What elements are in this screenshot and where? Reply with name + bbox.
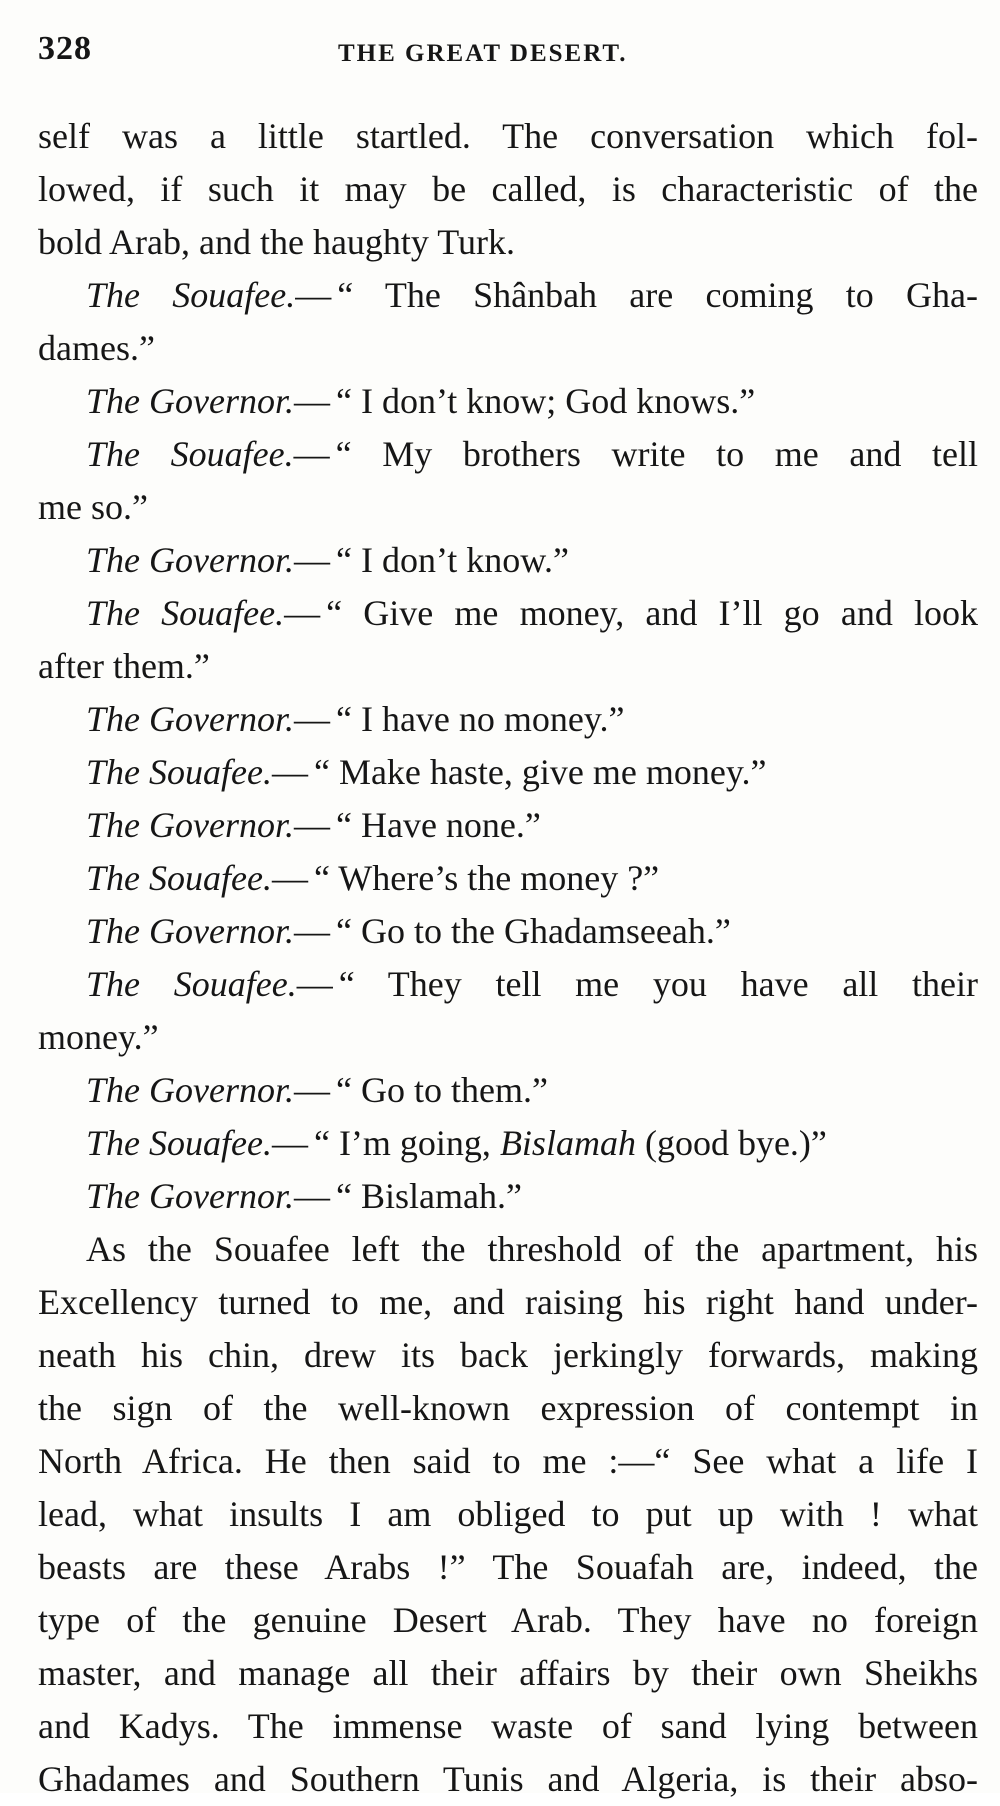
dialogue-dash: — <box>293 911 330 951</box>
dialogue-line <box>38 693 978 746</box>
dialogue-dash: — <box>271 752 308 792</box>
text-line: self was a little startled. The conversation which fol- <box>38 116 978 156</box>
speaker-name: The Souafee. <box>86 275 296 315</box>
dialogue-text: “ I have no money.” <box>335 699 625 739</box>
dialogue-dash: — <box>284 593 321 633</box>
paragraph-line: and Kadys. The immense waste of sand lying between <box>38 1706 978 1746</box>
dialogue-dash: — <box>293 381 330 421</box>
paragraph-line: type of the genuine Desert Arab. They have no foreign <box>38 1600 978 1640</box>
dialogue-dash: — <box>293 1176 330 1216</box>
dialogue-continuation: after them.” <box>38 646 210 686</box>
speaker-name: The Governor. <box>86 540 294 580</box>
dialogue-text: “ Go to the Ghadamseeah.” <box>335 911 731 951</box>
paragraph-line: neath his chin, drew its back jerkingly forwards, making <box>38 1335 978 1375</box>
dialogue-dash: — <box>293 540 330 580</box>
dialogue-line <box>38 905 978 958</box>
dialogue-text: “ Bislamah.” <box>335 1176 522 1216</box>
dialogue-text: “ I’m going, <box>313 1123 500 1163</box>
speaker-name: The Governor. <box>86 805 294 845</box>
dialogue-line <box>38 852 978 905</box>
speaker-name: The Souafee. <box>86 964 297 1004</box>
text-line: bold Arab, and the haughty Turk. <box>38 222 515 262</box>
dialogue-text: “ Where’s the money ?” <box>313 858 660 898</box>
dialogue-dash: — <box>293 1070 330 1110</box>
dialogue-line <box>38 799 978 852</box>
dialogue-text: “ I don’t know.” <box>335 540 569 580</box>
speaker-name: The Souafee. <box>86 1123 272 1163</box>
dialogue-continuation: money.” <box>38 1017 159 1057</box>
paragraph-line: master, and manage all their affairs by their own Sheikhs <box>38 1653 978 1693</box>
text-line: lowed, if such it may be called, is characteristic of the <box>38 169 978 209</box>
dialogue-dash: — <box>295 275 332 315</box>
dialogue-line <box>38 958 978 1011</box>
paragraph-line: beasts are these Arabs !” The Souafah are, indeed, the <box>38 1547 978 1587</box>
dialogue-continuation: me so.” <box>38 487 148 527</box>
page-header <box>38 30 978 74</box>
dialogue-text: “ They tell me you have all their <box>338 964 978 1004</box>
dialogue-text: “ Make haste, give me money.” <box>313 752 767 792</box>
speaker-name: The Governor. <box>86 381 294 421</box>
speaker-name: The Souafee. <box>86 752 272 792</box>
dialogue-text: “ Have none.” <box>335 805 541 845</box>
dialogue-line <box>38 269 978 322</box>
paragraph-line: North Africa. He then said to me :—“ See what a life I <box>38 1441 978 1481</box>
dialogue-text: “ The Shânbah are coming to Gha- <box>337 275 978 315</box>
dialogue-text: “ I don’t know; God knows.” <box>335 381 756 421</box>
running-title: THE GREAT DESERT. <box>338 40 628 67</box>
paragraph-line: Ghadames and Southern Tunis and Algeria, is their abso- <box>38 1759 978 1799</box>
paragraph-line: lead, what insults I am obliged to put up with ! what <box>38 1494 978 1534</box>
dialogue-continuation: dames.” <box>38 328 155 368</box>
dialogue-line <box>38 375 978 428</box>
dialogue-dash: — <box>271 858 308 898</box>
dialogue-line <box>38 534 978 587</box>
italic-word: Bislamah <box>499 1123 636 1163</box>
dialogue-dash: — <box>293 699 330 739</box>
dialogue-text: “ Go to them.” <box>335 1070 548 1110</box>
paragraph-line: the sign of the well-known expression of contempt in <box>38 1388 978 1428</box>
speaker-name: The Souafee. <box>86 593 285 633</box>
dialogue-line <box>38 587 978 640</box>
dialogue-text: “ Give me money, and I’ll go and look <box>326 593 978 633</box>
speaker-name: The Governor. <box>86 1070 294 1110</box>
dialogue-dash: — <box>271 1123 308 1163</box>
dialogue-line <box>38 1064 978 1117</box>
dialogue-line <box>38 428 978 481</box>
dialogue-dash: — <box>293 434 330 474</box>
dialogue-line <box>38 746 978 799</box>
speaker-name: The Governor. <box>86 1176 294 1216</box>
dialogue-text: (good bye.)” <box>635 1123 827 1163</box>
dialogue-dash: — <box>296 964 333 1004</box>
dialogue-line <box>38 1170 978 1223</box>
paragraph-line: As the Souafee left the threshold of the apartment, his <box>86 1229 978 1269</box>
speaker-name: The Souafee. <box>86 858 272 898</box>
dialogue-text: “ My brothers write to me and tell <box>335 434 978 474</box>
paragraph-line: Excellency turned to me, and raising his right hand under- <box>38 1282 978 1322</box>
page-body <box>38 110 978 1806</box>
dialogue-line <box>38 1117 978 1170</box>
speaker-name: The Governor. <box>86 699 294 739</box>
speaker-name: The Governor. <box>86 911 294 951</box>
dialogue-dash: — <box>293 805 330 845</box>
speaker-name: The Souafee. <box>86 434 294 474</box>
page-number: 328 <box>38 30 92 67</box>
